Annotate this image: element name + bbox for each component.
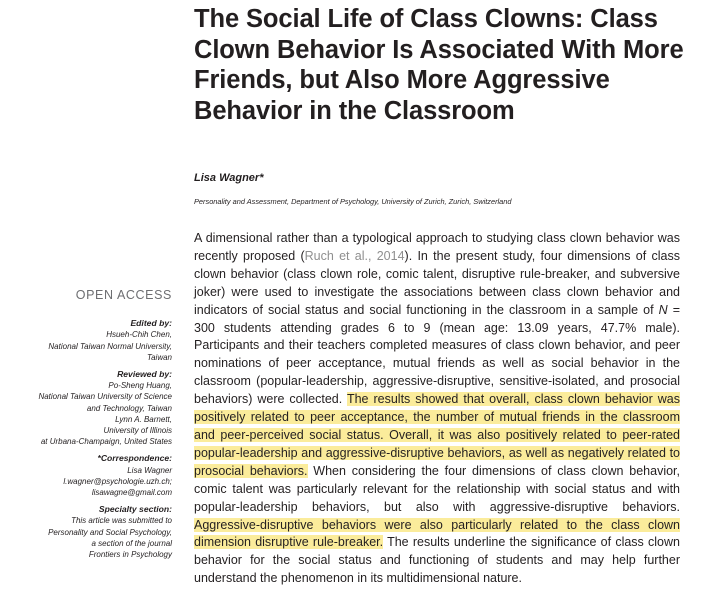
reviewer-name[interactable]: Po-Sheng Huang, [108,381,172,391]
sample-size-symbol: N [658,302,668,317]
correspondence-heading: *Correspondence: [97,453,172,464]
edited-by-section [2,318,172,363]
highlighted-text[interactable]: Aggressive-disruptive behaviors were also particularly related to the class clown dimension disruptive rule-breaker. [194,517,680,550]
specialty-text: a section of the journal [91,538,172,548]
author-affiliation: Personality and Assessment, Department of Psychology, University of Zurich, Zurich, Switzerland [194,197,512,206]
citation-link[interactable]: Ruch et al., 2014 [304,248,405,263]
editor-country: Taiwan [146,352,172,362]
reviewed-by-heading: Reviewed by: [117,369,172,380]
reviewer-affiliation: and Technology, Taiwan [86,403,172,413]
highlighted-text[interactable]: The results showed that overall, class clown behavior was positively related to peer acceptance, the number of mutual friends in the classroom and peer-perceived social status. Overall, it was also positively related to peer-rated popular-leadership and aggressive-disruptive behaviors, as well as negatively related to prosocial behaviors. [194,392,680,478]
specialty-heading: Specialty section: [98,504,172,515]
correspondence-name: Lisa Wagner [127,465,172,475]
abstract-text: A dimensional rather than a typological approach to studying class clown behavior was recently proposed ( [194,231,680,263]
correspondence-section [2,453,172,498]
correspondence-email-link[interactable]: l.wagner@psychologie.uzh.ch; [63,476,172,486]
correspondence-email-link[interactable]: lisawagne@gmail.com [91,488,172,498]
specialty-text: This article was submitted to [71,516,172,526]
reviewer-affiliation: University of Illinois [103,426,172,436]
author-name[interactable]: Lisa Wagner* [194,172,264,184]
editor-affiliation: National Taiwan Normal University, [48,341,172,351]
abstract [194,230,680,588]
abstract-text: The results underline the significance of class clown behavior for the social status and functioning of students and may help further understand the phenomenon in its multidimensional nature. [194,535,680,586]
reviewer-affiliation: at Urbana-Champaign, United States [40,437,172,447]
reviewer-name[interactable]: Lynn A. Barnett, [115,414,172,424]
specialty-text: Personality and Social Psychology, [48,527,172,537]
abstract-text: = 300 students attending grades 6 to 9 (mean age: 13.09 years, 47.7% male). Participants and their teachers completed measures of class clown behavior, and peer nominations of peer acceptance, mutual friends as well as social behavior in the classroom (popular-leadership, aggressive-disruptive, sensitive-isolated, and prosocial behaviors) were collected. [194,302,681,407]
article-info-sidebar [2,290,172,566]
reviewed-by-section [2,369,172,447]
edited-by-heading: Edited by: [130,318,172,329]
abstract-text: When considering the four dimensions of class clown behavior, comic talent was particularly relevant for the relationship with social status and with popular-leadership behaviors, but also with aggressive-disruptive behaviors. [194,463,680,514]
abstract-text: ). In the present study, four dimensions of class clown behavior (class clown role, comic talent, disruptive rule-breaker, and subversive joker) were used to investigate the associations between class clown behavior and indicators of social status and social functioning in the classroom in a sample of [194,248,680,317]
open-access-label: OPEN ACCESS [75,288,172,302]
article-title: The Social Life of Class Clowns: Class Clown Behavior Is Associated With More Friends, but Also More Aggressive Behavior in the Classroom [194,5,684,125]
specialty-section [2,504,172,560]
reviewer-affiliation: National Taiwan University of Science [38,392,172,402]
editor-name[interactable]: Hsueh-Chih Chen, [106,330,172,340]
specialty-journal-link[interactable]: Frontiers in Psychology [88,550,172,560]
